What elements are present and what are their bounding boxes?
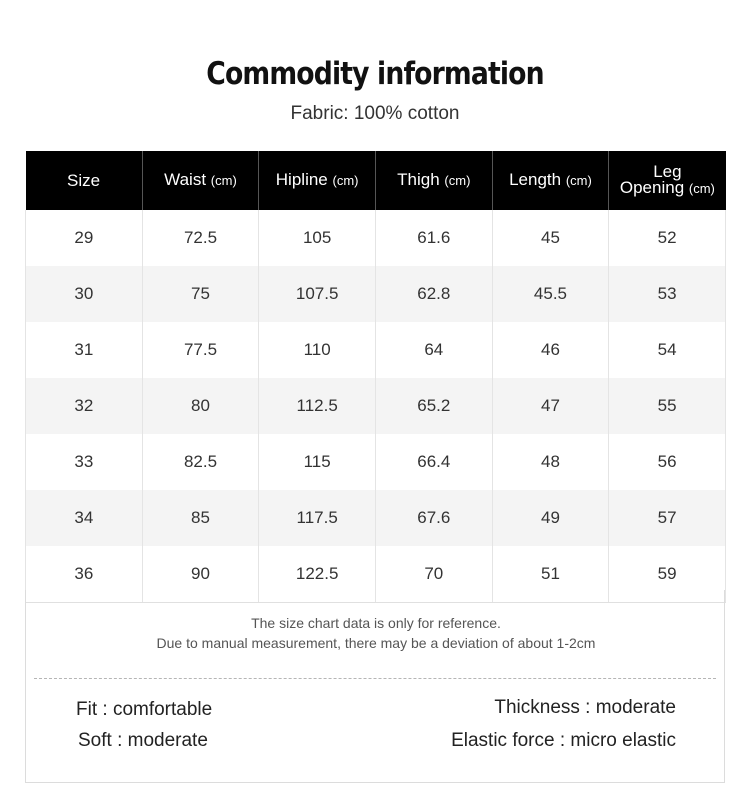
cell-leg-opening: 56: [609, 434, 726, 490]
cell-leg-opening: 57: [609, 490, 726, 546]
cell-hipline: 117.5: [259, 490, 376, 546]
cell-length: 49: [492, 490, 609, 546]
cell-hipline: 115: [259, 434, 376, 490]
fit-property: Fit : comfortable: [76, 699, 213, 720]
cell-leg-opening: 59: [609, 546, 726, 603]
cell-leg-opening: 53: [609, 266, 726, 322]
cell-thigh: 66.4: [375, 434, 492, 490]
table-row: [26, 434, 726, 490]
cell-size: 30: [26, 266, 143, 322]
cell-thigh: 62.8: [375, 266, 492, 322]
cell-leg-opening: 54: [609, 322, 726, 378]
table-row: [26, 266, 726, 322]
table-row: [26, 322, 726, 378]
cell-waist: 85: [142, 490, 259, 546]
cell-hipline: 107.5: [259, 266, 376, 322]
header-waist: Waist (cm): [142, 151, 259, 210]
table-row: [26, 490, 726, 546]
cell-length: 51: [492, 546, 609, 603]
table-header-row: [26, 151, 726, 210]
header-hipline: Hipline (cm): [259, 151, 376, 210]
elastic-property: Elastic force : micro elastic: [451, 730, 676, 751]
cell-hipline: 110: [259, 322, 376, 378]
size-chart-table: [25, 151, 726, 603]
cell-length: 48: [492, 434, 609, 490]
product-info-box: [25, 590, 725, 783]
page-title: Commodity information: [206, 56, 544, 92]
cell-length: 47: [492, 378, 609, 434]
dashed-divider: [34, 678, 716, 679]
cell-waist: 90: [142, 546, 259, 603]
fabric-subtitle: Fabric: 100% cotton: [290, 103, 460, 124]
cell-thigh: 70: [375, 546, 492, 603]
thickness-property: Thickness : moderate: [494, 697, 676, 718]
cell-waist: 72.5: [142, 210, 259, 266]
header-leg-opening: Leg Opening (cm): [609, 151, 726, 210]
cell-hipline: 105: [259, 210, 376, 266]
cell-waist: 75: [142, 266, 259, 322]
cell-size: 36: [26, 546, 143, 603]
cell-length: 45.5: [492, 266, 609, 322]
header-size: Size: [26, 151, 143, 210]
cell-hipline: 122.5: [259, 546, 376, 603]
cell-thigh: 65.2: [375, 378, 492, 434]
cell-size: 29: [26, 210, 143, 266]
cell-thigh: 64: [375, 322, 492, 378]
cell-size: 31: [26, 322, 143, 378]
soft-property: Soft : moderate: [78, 730, 208, 751]
cell-length: 45: [492, 210, 609, 266]
table-row: [26, 210, 726, 266]
cell-waist: 82.5: [142, 434, 259, 490]
cell-leg-opening: 52: [609, 210, 726, 266]
header-length: Length (cm): [492, 151, 609, 210]
cell-size: 34: [26, 490, 143, 546]
header-thigh: Thigh (cm): [375, 151, 492, 210]
cell-size: 32: [26, 378, 143, 434]
deviation-note: Due to manual measurement, there may be a deviation of about 1-2cm: [156, 635, 596, 651]
table-row: [26, 378, 726, 434]
cell-size: 33: [26, 434, 143, 490]
cell-waist: 80: [142, 378, 259, 434]
cell-leg-opening: 55: [609, 378, 726, 434]
reference-note: The size chart data is only for reference.: [251, 615, 501, 631]
cell-hipline: 112.5: [259, 378, 376, 434]
cell-length: 46: [492, 322, 609, 378]
cell-thigh: 61.6: [375, 210, 492, 266]
cell-waist: 77.5: [142, 322, 259, 378]
cell-thigh: 67.6: [375, 490, 492, 546]
